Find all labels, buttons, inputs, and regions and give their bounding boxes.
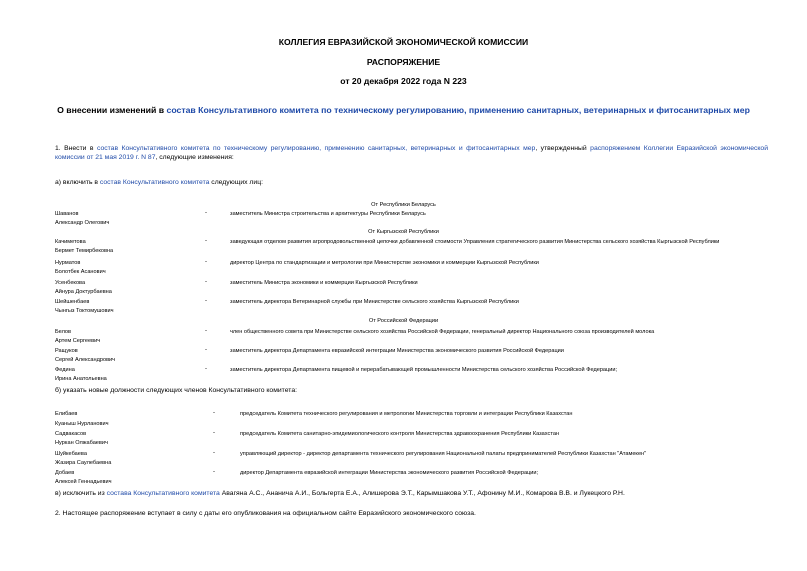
person-given-name: Ирина Анатольевна — [55, 376, 107, 382]
dash-separator: - — [205, 328, 207, 334]
paragraph-1-mid: , утвержденный — [535, 145, 591, 152]
person-surname: Добаев — [55, 470, 75, 476]
dash-separator: - — [213, 430, 215, 436]
dash-separator: - — [213, 469, 215, 475]
document-type-heading: РАСПОРЯЖЕНИЕ — [366, 57, 441, 67]
dash-separator: - — [205, 259, 207, 265]
person-position: управляющий директор - директор департамента технического регулирования Национальной палаты предпринимателей Республики Казахстан "Атамекен" — [240, 451, 647, 457]
person-surname: Усенбекова — [55, 280, 86, 286]
person-surname: Шейшенбаев — [55, 299, 90, 305]
group-heading-russia: От Российской Федерации — [368, 318, 439, 324]
person-given-name: Бермет Темирбековна — [55, 248, 114, 254]
person-position: председатель Комитета санитарно-эпидемиологического контроля Министерства здравоохранения Республики Казахстан — [240, 431, 560, 437]
dash-separator: - — [205, 279, 207, 285]
person-surname: Шуйкебаева — [55, 451, 87, 457]
item-c-end: Авагяна А.С., Ананича А.И., Больгерта Е.А., Алишерова Э.Т., Карымшакова У.Т., Афонину М.И., Комарова В.В. и Лукецкого Р.Н. — [219, 490, 625, 497]
person-position: член общественного совета при Министерстве сельского хозяйства Российской Федерации, генеральный директор Национального союза производителей молока — [230, 329, 655, 335]
person-given-name: Айнура Доктурбаевна — [55, 289, 112, 295]
committee-composition-link[interactable]: состав Консультативного комитета — [99, 179, 210, 186]
person-surname: Качиметова — [55, 239, 86, 245]
person-given-name: Чынгыз Токтомушович — [55, 308, 114, 314]
person-given-name: Жазира Саулебаевна — [55, 460, 112, 466]
person-position: директор Центра по стандартизации и метрологии при Министерстве экономики и коммерции Кыргызской Республики — [230, 260, 539, 266]
person-surname: Шаванов — [55, 211, 79, 217]
dash-separator: - — [205, 366, 207, 372]
group-heading-belarus: От Республики Беларусь — [371, 202, 436, 208]
person-given-name: Куаныш Нурланович — [55, 421, 109, 427]
person-position: заместитель Министра экономики и коммерции Кыргызской Республики — [230, 280, 418, 286]
person-given-name: Артем Сергеевич — [55, 338, 101, 344]
paragraph-2: 2. Настоящее распоряжение вступает в силу с даты его опубликования на официальном сайте Евразийского экономического союза. — [55, 510, 476, 517]
item-a — [55, 178, 263, 187]
dash-separator: - — [213, 450, 215, 456]
paragraph-1-start: 1. Внести в — [55, 145, 97, 152]
item-c — [55, 489, 625, 498]
item-a-start: а) включить в — [55, 179, 100, 186]
person-position: директор Департамента евразийской интеграции Министерства экономического развития Российской Федерации; — [240, 470, 539, 476]
person-position: заместитель директора Департамента пищевой и перерабатывающей промышленности Министерства сельского хозяйства Российской Федерации; — [230, 367, 618, 373]
person-given-name: Болотбек Асанович — [55, 269, 106, 275]
order-link[interactable]: распоряжением Коллегии Евразийской экономической комиссии от 21 мая 2019 г. N 87 — [55, 145, 768, 161]
person-position: председатель Комитета технического регулирования и метрологии Министерства торговли и интеграции Республики Казахстан — [240, 411, 573, 417]
item-a-end: следующих лиц: — [209, 179, 263, 186]
item-b: б) указать новые должности следующих членов Консультативного комитета: — [55, 387, 297, 394]
dash-separator: - — [213, 410, 215, 416]
person-surname: Садвакасов — [55, 431, 87, 437]
item-c-start: в) исключить из — [55, 490, 107, 497]
group-heading-kyrgyz: От Кыргызской Республики — [368, 229, 439, 235]
dash-separator: - — [205, 210, 207, 216]
person-position: заместитель директора Департамента евразийской интеграции Министерства экономического развития Российской Федерации — [230, 348, 564, 354]
dash-separator: - — [205, 347, 207, 353]
dash-separator: - — [205, 238, 207, 244]
person-surname: Федина — [55, 367, 75, 373]
dash-separator: - — [205, 298, 207, 304]
committee-composition-exclude-link[interactable]: состава Консультативного комитета — [106, 490, 220, 497]
person-surname: Нурматов — [55, 260, 81, 266]
person-given-name: Нуркан Олжабаевич — [55, 440, 108, 446]
paragraph-1 — [55, 144, 768, 162]
person-given-name: Сергей Александрович — [55, 357, 116, 363]
person-surname: Ращуков — [55, 348, 78, 354]
person-surname: Елибаев — [55, 411, 78, 417]
organization-heading: КОЛЛЕГИЯ ЕВРАЗИЙСКОЙ ЭКОНОМИЧЕСКОЙ КОМИССИИ — [278, 37, 529, 47]
document-date-number: от 20 декабря 2022 года N 223 — [340, 76, 467, 86]
composition-link[interactable]: состав Консультативного комитета по техническому регулированию, применению санитарных, ветеринарных и фитосанитарных мер — [96, 145, 536, 152]
person-given-name: Алексей Геннадьевич — [55, 479, 112, 485]
person-surname: Белов — [55, 329, 72, 335]
person-position: заведующая отделом развития агропродовольственной цепочки добавленной стоимости Управления стратегического развития Министерства сельского хозяйства Кыргызской Республики — [230, 239, 720, 245]
title-composition-link[interactable]: состав Консультативного комитета по техническому регулированию, применению санитарных, ветеринарных и фитосанитарных мер — [166, 105, 750, 115]
title-prefix: О внесении изменений в — [57, 105, 167, 115]
person-position: заместитель Министра строительства и архитектуры Республики Беларусь — [230, 211, 426, 217]
person-given-name: Александр Олегович — [55, 220, 110, 226]
person-position: заместитель директора Ветеринарной службы при Министерстве сельского хозяйства Кыргызской Республики — [230, 299, 519, 305]
paragraph-1-end: , следующие изменения: — [155, 154, 234, 161]
document-title — [0, 105, 807, 115]
